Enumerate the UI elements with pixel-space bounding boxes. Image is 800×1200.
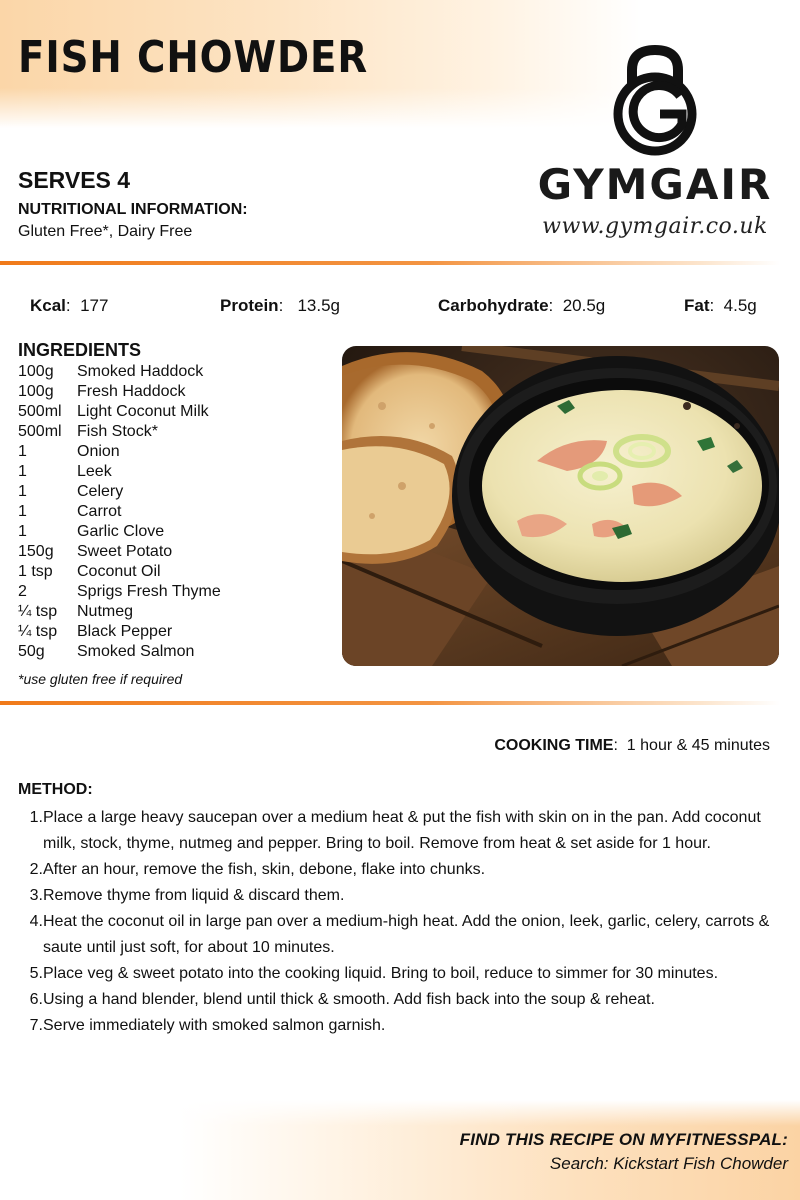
ingredients-note: *use gluten free if required: [18, 671, 183, 687]
method-steps: [28, 805, 778, 1039]
ingredient-item: 500ml Light Coconut Milk: [18, 403, 209, 420]
ingredient-item: 1 tsp Coconut Oil: [18, 563, 161, 580]
method-step: 4. Heat the coconut oil in large pan over a medium-high heat. Add the onion, leek, garlic, celery, carrots & saute until just soft, for about 10 minutes.: [29, 913, 770, 956]
brand-logo: [520, 44, 790, 244]
ingredient-item: 1 Carrot: [18, 503, 122, 520]
footer-search: Search: Kickstart Fish Chowder: [549, 1154, 788, 1173]
ingredient-item: 1 Leek: [18, 463, 112, 480]
serves-label: SERVES 4: [18, 167, 131, 193]
method-step: 5. Place veg & sweet potato into the cooking liquid. Bring to boil, reduce to simmer for 30 minutes.: [29, 965, 719, 982]
method-step: 7. Serve immediately with smoked salmon garnish.: [29, 1017, 386, 1034]
ingredient-item: 150g Sweet Potato: [18, 543, 173, 560]
macro-fat: Fat: 4.5g: [684, 296, 757, 315]
ingredients-heading: INGREDIENTS: [18, 340, 142, 360]
kettlebell-g-logo-icon: [606, 44, 704, 156]
method-step: 6. Using a hand blender, blend until thick & smooth. Add fish back into the soup & reheat.: [29, 991, 655, 1008]
ingredients-list: [18, 362, 328, 662]
fish-chowder-photo: [342, 346, 779, 666]
ingredient-item: 100g Fresh Haddock: [18, 383, 186, 400]
footer-title: FIND THIS RECIPE ON MYFITNESSPAL:: [459, 1130, 788, 1149]
ingredient-item: ¼ tsp Nutmeg: [18, 603, 134, 620]
recipe-title: FISH CHOWDER: [18, 32, 369, 83]
brand-name: GYMGAIR: [537, 160, 773, 209]
cooking-time: COOKING TIME: 1 hour & 45 minutes: [494, 737, 770, 754]
nutrition-heading: NUTRITIONAL INFORMATION:: [18, 201, 248, 218]
method-step: 3. Remove thyme from liquid & discard them.: [29, 887, 345, 904]
ingredient-item: 500ml Fish Stock*: [18, 423, 158, 440]
ingredient-item: 2 Sprigs Fresh Thyme: [18, 583, 221, 600]
ingredient-item: 1 Onion: [18, 443, 120, 460]
brand-url[interactable]: www.gymgair.co.uk: [542, 214, 768, 239]
method-step: 2. After an hour, remove the fish, skin, debone, flake into chunks.: [29, 861, 486, 878]
macro-kcal: Kcal: 177: [30, 296, 109, 315]
ingredient-item: 1 Celery: [18, 483, 124, 500]
macro-protein: Protein: 13.5g: [220, 296, 341, 315]
ingredient-item: ¼ tsp Black Pepper: [18, 623, 173, 640]
method-step: 1. Place a large heavy saucepan over a medium heat & put the fish with skin on in the pan. Add coconut milk, stock, thyme, nutmeg and pepper. Bring to boil. Remove from heat & set aside for 1 hour.: [29, 809, 761, 852]
ingredient-item: 100g Smoked Haddock: [18, 363, 204, 380]
nutrition-notes: Gluten Free*, Dairy Free: [18, 223, 193, 240]
footer-callout: [460, 1130, 788, 1174]
method-heading: METHOD:: [18, 781, 93, 798]
macro-carbohydrate: Carbohydrate: 20.5g: [438, 296, 606, 315]
divider-middle: [0, 701, 780, 705]
ingredient-item: 1 Garlic Clove: [18, 523, 165, 540]
divider-top: [0, 261, 780, 265]
ingredient-item: 50g Smoked Salmon: [18, 643, 195, 660]
